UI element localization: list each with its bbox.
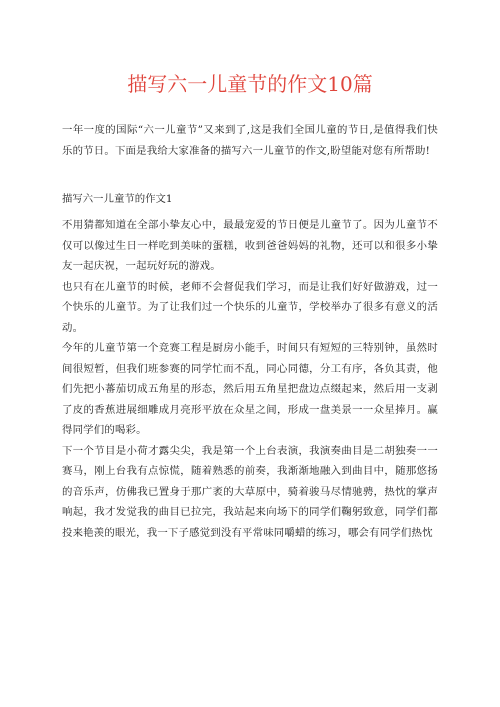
body-paragraph: 今年的儿童节第一个竞赛工程是厨房小能手，时间只有短短的三特别钟，虽然时间很短暂，但我们班参赛的同学忙而不乱，同心同德，分工有序，各负其责，他们先把小蕃茄切成五角星的形态，然后用五角星把盘边点缀起来，然后用一支剥了皮的香蕉进展细雕成月亮形平放在众星之间，形成一盘美景一一众星捧月。赢得同学们的喝彩。 xyxy=(62,342,438,436)
body-paragraph: 不用猜都知道在全部小挚友心中，最最宠爱的节日便是儿童节了。因为儿童节不仅可以像过生日一样吃到美味的蛋糕，收到爸爸妈妈的礼物，还可以和很多小挚友一起庆祝，一起玩好玩的游戏。 xyxy=(62,219,438,272)
body-paragraph: 也只有在儿童节的时候，老师不会督促我们学习，而是让我们好好做游戏，过一个快乐的儿童节。为了让我们过一个快乐的儿童节，学校举办了很多有意义的活动。 xyxy=(62,280,438,334)
document-title: 描写六一儿童节的作文10篇 xyxy=(127,72,373,96)
body-paragraph: 下一个节目是小荷才露尖尖，我是第一个上台表演，我演奏曲目是二胡独奏一一赛马，刚上台我有点惊慌，随着熟悉的前奏，我渐渐地融入到曲目中，随那悠扬的音乐声，仿佛我已置身于那广袤的大草原中，骑着骏马尽情驰骋，热忱的掌声响起，我才发觉我的曲目已拉完，我站起来向场下的同学们鞠躬致意，同学们都投来艳羡的眼光，我一下子感觉到没有平常味同嚼蜡的练习，哪会有同学们热忱 xyxy=(62,444,438,539)
section-heading: 描写六一儿童节的作文1 xyxy=(62,193,173,205)
intro-paragraph: 一年一度的国际“六一儿童节”又来到了,这是我们全国儿童的节日,是值得我们快乐的节日。下面是我给大家准备的描写六一儿童节的作文,盼望能对您有所帮助! xyxy=(62,124,438,157)
